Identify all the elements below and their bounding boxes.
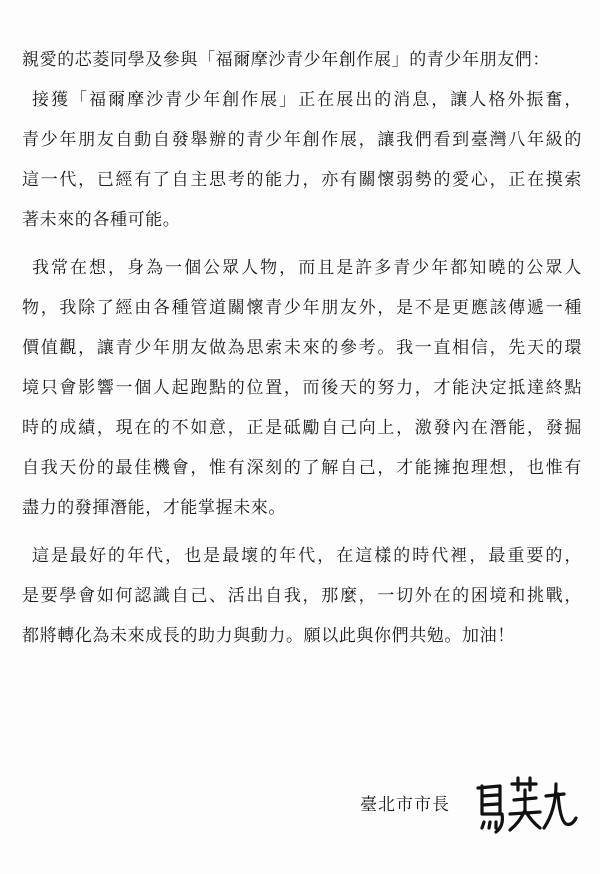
paragraph-2-line-1: 我常在想，身為一個公眾人物，而且是許多青少年都知曉的公眾人 [32,258,582,278]
paragraph-2-line-7: 盡力的發揮潛能，才能掌握未來。 [22,498,286,518]
paragraph-3-line-2: 是要學會如何認識自己、活出自我，那麼，一切外在的困境和挑戰， [22,586,582,606]
paragraph-3-line-3: 都將轉化為未來成長的助力與動力。願以此與你們共勉。加油！ [22,626,515,646]
paragraph-1-line-2: 青少年朋友自動自發舉辦的青少年創作展，讓我們看到臺灣八年級的 [22,130,582,150]
signature-block [360,770,580,850]
salutation: 親愛的芯菱同學及參與「福爾摩沙青少年創作展」的青少年朋友們： [22,50,550,70]
letter-body [22,40,582,656]
signature-drawing [470,770,580,840]
paragraph-1-line-3: 這一代，已經有了自主思考的能力，亦有關懷弱勢的愛心，正在摸索 [22,170,582,190]
paragraph-1-line-4: 著未來的各種可能。 [22,210,181,230]
paragraph-2-line-5: 時的成績，現在的不如意，正是砥勵自己向上，激發內在潛能，發掘 [22,418,582,438]
paragraph-1-line-1: 接獲「福爾摩沙青少年創作展」正在展出的消息，讓人格外振奮， [32,90,582,110]
paragraph-3-line-1: 這是最好的年代，也是最壞的年代，在這樣的時代裡，最重要的， [32,546,582,566]
paragraph-2-line-3: 價值觀，讓青少年朋友做為思索未來的參考。我一直相信，先天的環 [22,338,582,358]
signer-title: 臺北市市長 [360,795,450,815]
paragraph-2-line-2: 物，我除了經由各種管道關懷青少年朋友外，是不是更應該傳遞一種 [22,298,582,318]
handwritten-signature [470,770,580,840]
paragraph-2-line-6: 自我天份的最佳機會，惟有深刻的了解自己，才能擁抱理想，也惟有 [22,458,582,478]
paragraph-2-line-4: 境只會影響一個人起跑點的位置，而後天的努力，才能決定抵達終點 [22,378,582,398]
